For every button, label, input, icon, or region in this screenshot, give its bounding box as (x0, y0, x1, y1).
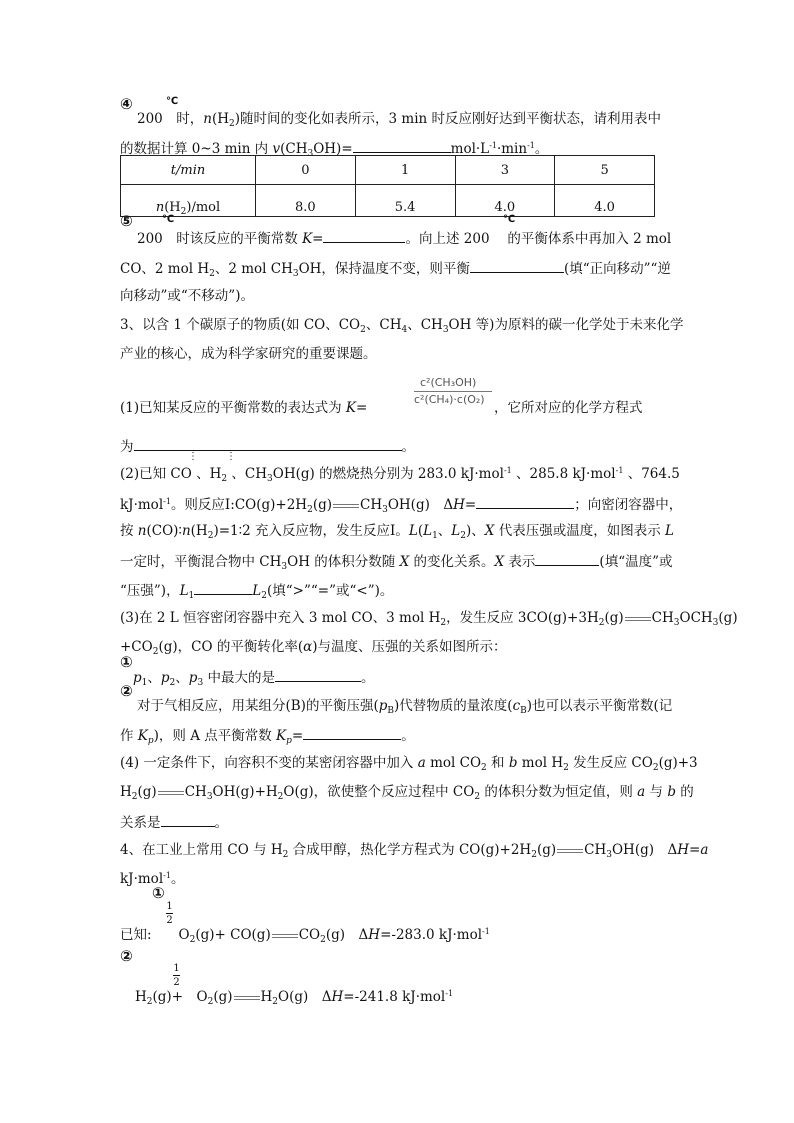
q3-part4-line1: (4) 一定条件下，向容积不变的某密闭容器中加入 a mol $CO_2$ 和 b mol $H_2$ 发生反应 $CO_2(g)+3$ (120, 755, 698, 773)
equilibrium-arrow (625, 616, 651, 622)
item-marker-2: ② (120, 682, 133, 700)
q4-line2: kJ·mol$^{-1}$。 (120, 871, 185, 887)
q3-part2-line2: kJ·mol$^{-1}$。则反应$Ⅰ:CO(g)+2H_2(g)$ $CH_3OH(g)$ ΔH= ；向密闭容器中， (120, 494, 682, 514)
table-header-cell: 5 (555, 156, 655, 185)
q3-part1-line2: 为 。 (120, 436, 415, 456)
q3-part2-line3: 按 $n(CO)∶n(H_2)=1∶2$ 充入反应物，发生反应Ⅰ。$L(L_1$、$L_2$)、X 代表压强或温度，如图表示 L (120, 523, 674, 541)
degree-symbol: ℃ (503, 214, 516, 225)
table-row-label: $n(H_2)$/mol (121, 185, 256, 217)
q4-known-eq2: $H_2(g)+$ $O_2(g)$ $H_2O(g)$ ΔH=-241.8 kJ·mol$^{-1}$ (135, 989, 454, 1007)
table-cell: 5.4 (355, 185, 455, 217)
q3-part3-line2: $+CO_2(g)$，CO 的平衡转化率(α)与温度、压强的关系如图所示： (120, 639, 507, 657)
answer-blank[interactable] (470, 258, 564, 273)
equilibrium-arrow (557, 848, 583, 854)
q3-part2-line5: “压强”)，$L_1$ $L_2$(填“>”“=”或“<”)。 (120, 580, 393, 600)
answer-blank[interactable] (134, 436, 402, 451)
table-cell: 4.0 (455, 185, 555, 217)
q3-part3-sub2-line2: 作 $K_p$)，则 A 点平衡常数 $K_p=$ 。 (120, 725, 415, 745)
equilibrium-arrow (158, 790, 184, 796)
answer-blank[interactable] (476, 494, 574, 509)
item-marker-2: ② (120, 947, 133, 965)
table-header-cell: 3 (455, 156, 555, 185)
answer-blank[interactable] (353, 138, 451, 153)
item-marker-4: ④ (120, 95, 133, 113)
equilibrium-arrow (272, 933, 298, 939)
section5-line1: 200 时该反应的平衡常数 K= 。向上述 200 的平衡体系中再加入 2 mol (137, 228, 671, 248)
table-header-cell: 0 (256, 156, 356, 185)
item-marker-5: ⑤ (120, 212, 133, 230)
fraction-denominator: c²(CH₄)·c(O₂) (414, 393, 485, 406)
answer-blank[interactable] (535, 551, 599, 566)
dot-mark: ⋮ (226, 451, 236, 462)
q3-part1-line1: (1)已知某反应的平衡常数的表达式为 K= (120, 400, 368, 416)
equilibrium-arrow (234, 995, 260, 1001)
degree-symbol: ℃ (162, 214, 175, 225)
q3-part2-line1: (2)已知 CO 、$H_2$ 、$CH_3OH(g)$ 的燃烧热分别为 283.0 kJ·mol$^{-1}$ 、285.8 kJ·mol$^{-1}$ 、764.5 (120, 466, 680, 484)
q3-part4-line2: $H_2(g)$ $CH_3OH(g)+H_2O(g)$，欲使整个反应过程中 $CO_2$ 的体积分数为恒定值，则 a 与 b 的 (120, 784, 694, 802)
dot-mark: ⋮ (188, 451, 198, 462)
table-header-cell: 1 (355, 156, 455, 185)
degree-symbol: ℃ (166, 96, 179, 107)
answer-blank[interactable] (275, 667, 361, 682)
one-half-fraction: 1 2 (166, 901, 173, 926)
table-cell: 8.0 (256, 185, 356, 217)
q3-part4-line3: 关系是 。 (120, 812, 228, 832)
one-half-fraction: 1 2 (173, 963, 180, 988)
answer-blank[interactable] (194, 580, 252, 595)
answer-blank[interactable] (303, 725, 401, 740)
answer-blank[interactable] (323, 228, 405, 243)
section5-line2: CO、2 mol $H_2$、2 mol $CH_3OH$，保持温度不变，则平衡 (填“正向移动”“逆 (120, 258, 671, 278)
q4-known-eq1: 已知: $O_2(g)+ CO(g)$ $CO_2(g)$ ΔH=-283.0 kJ·mol$^{-1}$ (120, 927, 490, 945)
equilibrium-arrow (333, 503, 359, 509)
q4-line1: 4、在工业上常用 CO 与 $H_2$ 合成甲醇，热化学方程式为 $CO(g)+2H_2(g)$ $CH_3OH(g)$ ΔH=a (120, 842, 709, 860)
q3-part1-line1-end: ，它所对应的化学方程式 (494, 400, 643, 416)
q3-part3-sub1: $p_1$、$p_2$、$p_3$ 中最大的是 。 (133, 667, 374, 687)
section4-line1: 200 时，$n(H_2)$随时间的变化如表所示，3 min 时反应刚好达到平衡状态，请利用表中 (137, 111, 662, 129)
fraction-numerator: c²(CH₃OH) (420, 376, 477, 389)
fraction-bar (414, 391, 492, 392)
h2-time-table (120, 155, 655, 217)
item-marker-1: ① (120, 653, 133, 671)
q3-part3-sub2-line1: 对于气相反应，用某组分(B)的平衡压强$(p_B)$代替物质的量浓度$(c_B)$也可以表示平衡常数(记 (137, 698, 673, 716)
q3-part3-line1: (3)在 2 L 恒容密闭容器中充入 3 mol CO、3 mol $H_2$，发生反应 $3CO(g)+3H_2(g)$ $CH_3OCH_3(g)$ (120, 610, 738, 628)
q3-part2-line4: 一定时，平衡混合物中 $CH_3OH$ 的体积分数随 X 的变化关系。X 表示 (填“温度”或 (120, 551, 673, 571)
answer-blank[interactable] (161, 812, 215, 827)
table-cell: 4.0 (555, 185, 655, 217)
item-marker-1: ① (152, 884, 165, 902)
section4-line2: 的数据计算 0~3 min 内 $v(CH_3OH)= mol\cdot L^{-1}\cdot\min^{-1}$。 (120, 138, 548, 158)
section5-line3: 向移动”或“不移动”)。 (120, 288, 254, 304)
q3-intro-2: 产业的核心，成为科学家研究的重要课题。 (120, 346, 377, 362)
table-header-cell: t/min (121, 156, 256, 185)
q3-intro-1: 3、以含 1 个碳原子的物质(如 CO、$CO_2$、$CH_4$、$CH_3OH$ 等)为原料的碳一化学处于未来化学 (120, 317, 684, 335)
